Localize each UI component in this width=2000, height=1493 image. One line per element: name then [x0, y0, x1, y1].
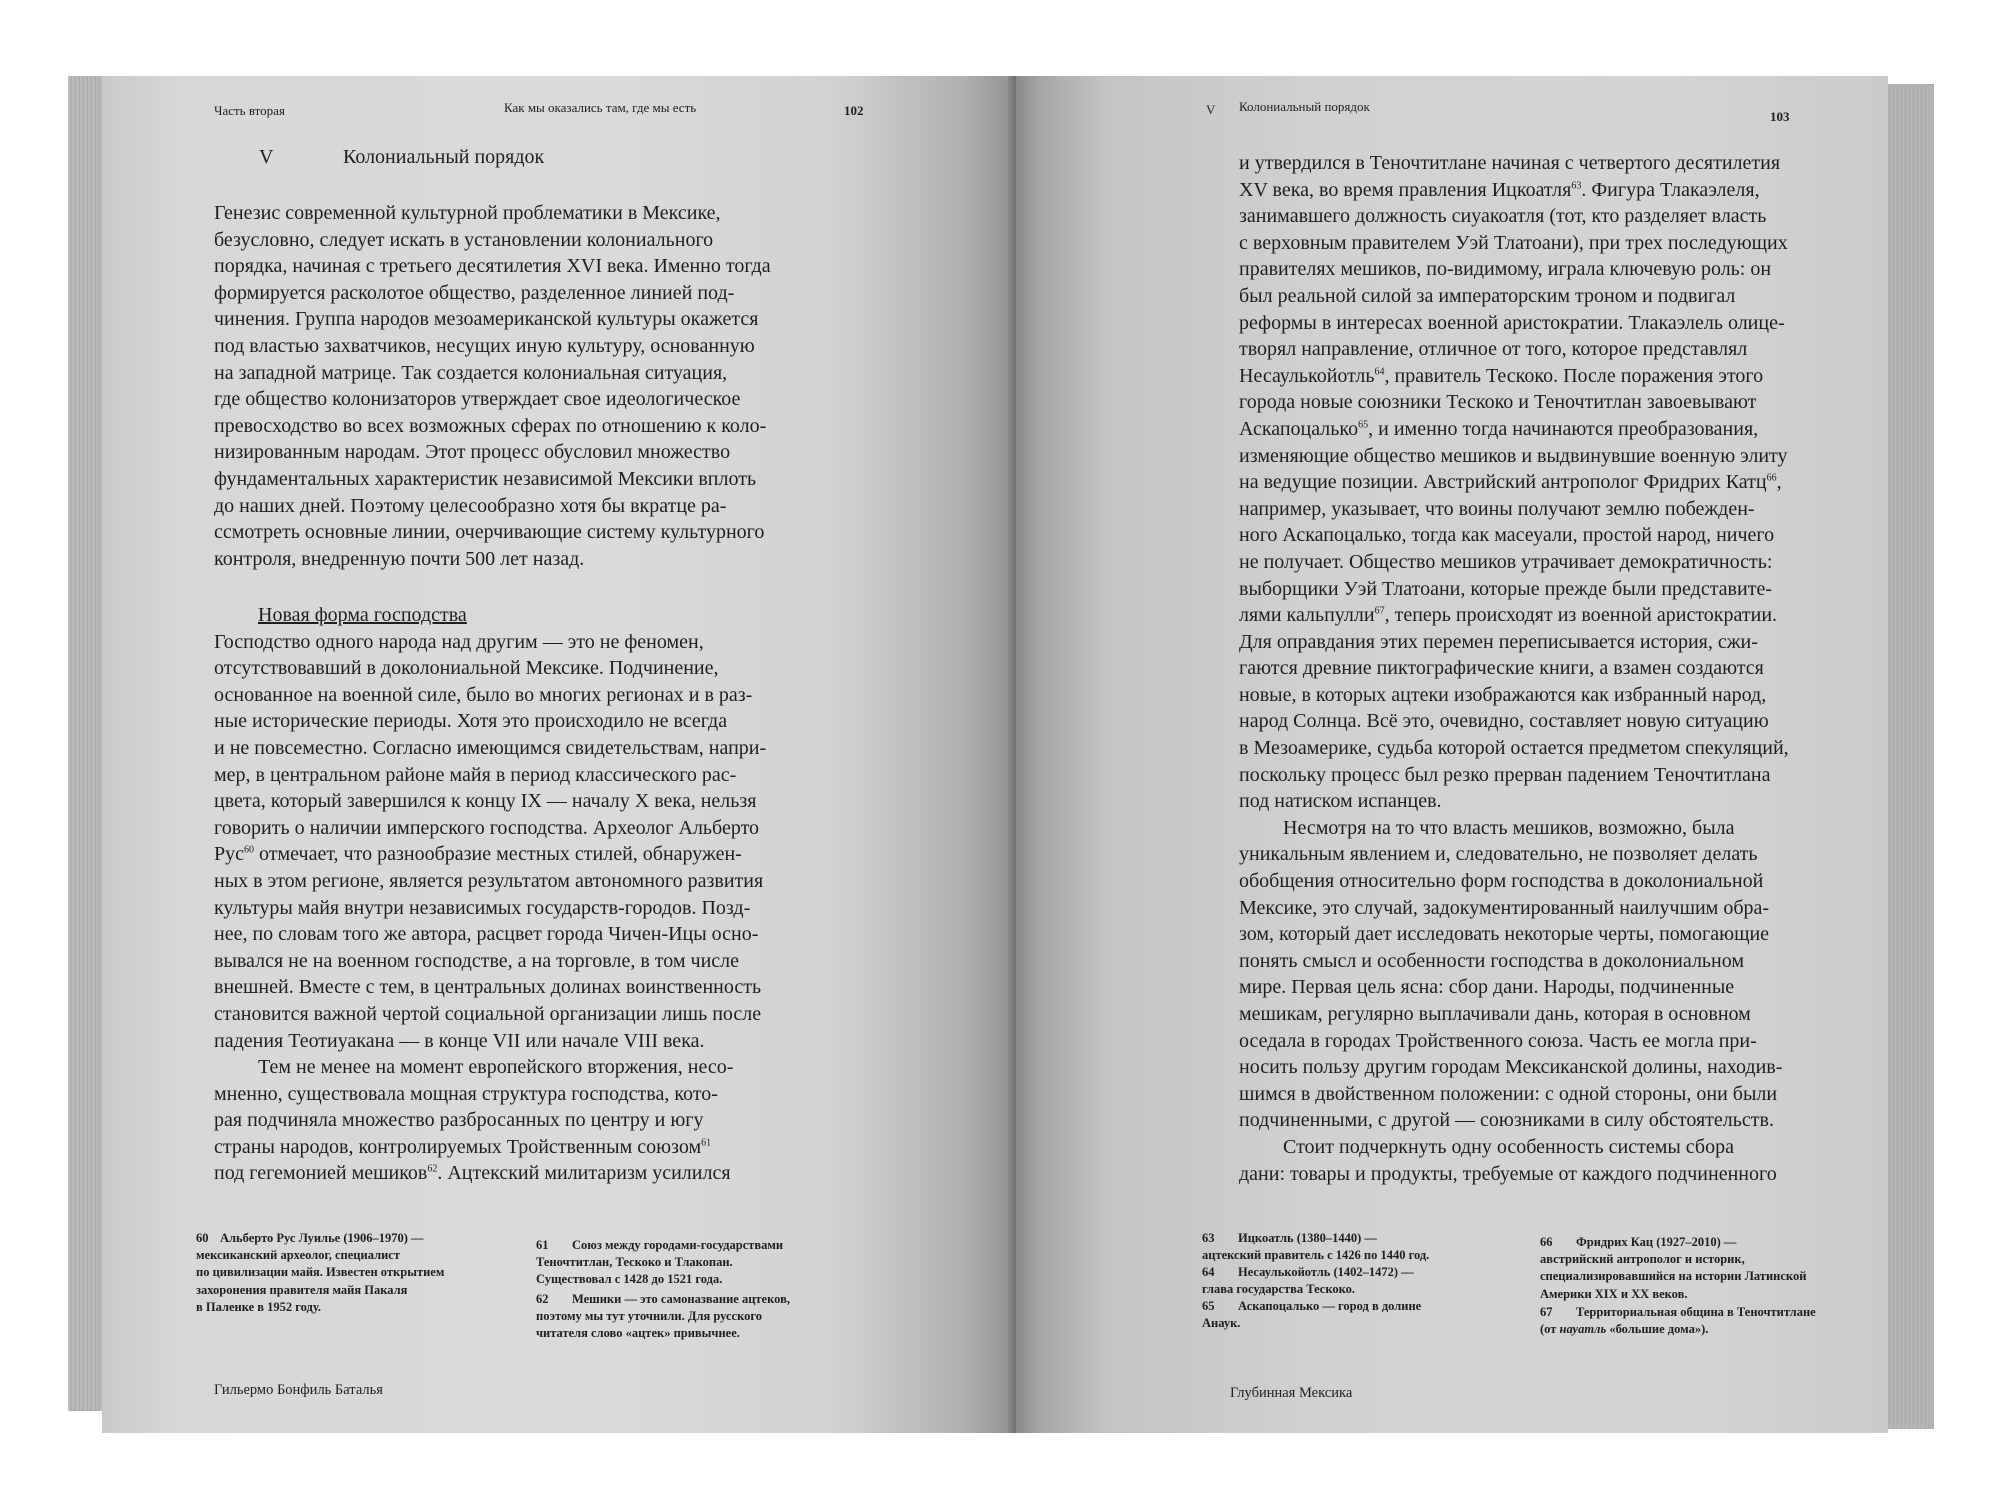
text-line: превосходство во всех возможных сферах по отношению к коло- [214, 414, 767, 437]
text-line: с верховным правителем Уэй Тлатоани), при трех последующих [1239, 231, 1788, 254]
text-line: под гегемонией мешиков$^{62}$. Ацтекский милитаризм усилился [214, 1162, 731, 1185]
footnote-ref: 63 [1571, 179, 1582, 191]
text-line: творял направление, отличное от того, которое представлял [1239, 338, 1748, 361]
text-line: внешней. Вместе с тем, в центральных долинах воинственность [214, 976, 762, 999]
text-line: говорить о наличии имперского господства. Археолог Альберто [214, 816, 760, 839]
footnote-ref: 65 [1358, 419, 1369, 431]
text-line: в Мезоамерике, судьба которой остается предметом спекуляций, [1239, 737, 1789, 760]
text-line: чинения. Группа народов мезоамериканской культуры окажется [214, 308, 759, 331]
page-number: 102 [844, 103, 864, 118]
text-line: мер, в центральном районе майя в период классического рас- [214, 763, 737, 786]
text-line: под властью захватчиков, несущих иную культуру, основанную [214, 334, 755, 357]
text-line: уникальным явлением и, следовательно, не позволяет делать [1239, 843, 1758, 866]
footer-book-title: Глубинная Мексика [1230, 1385, 1353, 1401]
text-line: цвета, который завершился к концу IX — началу X века, нельзя [214, 790, 757, 813]
text-line: гаются древние пиктографические книги, а взамен создаются [1239, 657, 1764, 680]
text-line: культуры майя внутри независимых государств-городов. Позд- [214, 896, 751, 919]
text-line: фундаментальных характеристик независимой Мексики вплоть [214, 467, 757, 490]
text-line: реформы в интересах военной аристократии. Тлакаэлель олице- [1239, 311, 1785, 334]
text-line: Тем не менее на момент европейского вторжения, несо- [258, 1056, 734, 1079]
left-page [102, 76, 1016, 1433]
text-line: вывался не на военном господстве, а на торговле, в том числе [214, 949, 740, 972]
text-line: понять смысл и особенности господства в доколониальном [1239, 949, 1745, 972]
text-line: и не повсеместно. Согласно имеющимся свидетельствам, напри- [214, 736, 767, 759]
text-line: ных в этом регионе, является результатом автономного развития [214, 869, 764, 892]
text-line: мешикам, регулярно выплачивали дань, которая в основном [1239, 1003, 1751, 1025]
text-line: Рус$^{60}$ отмечает, что разнообразие местных стилей, обнаружен- [214, 843, 742, 866]
running-header-chapter: V [1206, 102, 1216, 117]
text-line: зом, который дает исследовать некоторые черты, помогающие [1239, 923, 1770, 946]
footnote-60: 60 Альберто Рус Луилье (1906–1970) — мексиканский археолог, специалист по цивилизации майя. Известен открытием захоронения правителя майя Пакаля в Паленке в 1952 году. [196, 1231, 445, 1314]
footnote-66: 66 Фридрих Кац (1927–2010) — австрийский антрополог и историк, специализировавшийся на истории Латинской Америки XIX и XX веков. [1540, 1235, 1807, 1301]
text-line: подчиненными, с другой — союзниками в силу обстоятельств. [1239, 1109, 1774, 1132]
text-line: шимся в двойственном положении: с одной стороны, они были [1239, 1082, 1778, 1105]
text-line: правителях мешиков, по-видимому, играла ключевую роль: он [1239, 258, 1772, 281]
text-line: мире. Первая цель ясна: сбор дани. Народы, подчиненные [1239, 976, 1735, 999]
text-line: XV века, во время правления Ицкоатля$^{63}$. Фигура Тлакаэлеля, [1239, 178, 1760, 201]
text-line: Мексике, это случай, задокументированный наилучшим обра- [1239, 896, 1770, 919]
footnote-62: 62 Мешики — это самоназвание ацтеков, поэтому мы тут уточнили. Для русского читателя слово «ацтек» привычнее. [536, 1292, 790, 1341]
section-heading: Новая форма господства [258, 604, 467, 626]
text-line: поскольку процесс был резко прерван падением Теночтитлана [1239, 763, 1771, 786]
text-line: выборщики Уэй Тлатоани, которые прежде были представите- [1239, 577, 1772, 600]
page-number: 103 [1770, 109, 1790, 124]
footnote-61: 61 Союз между городами-государствами Теночтитлан, Тескоко и Тлакопан. Существовал с 1428 до 1521 года. [536, 1238, 784, 1287]
text-line: контроля, внедренную почти 500 лет назад. [214, 547, 585, 570]
text-line: занимавшего должность сиуакоатля (тот, кто разделяет власть [1239, 205, 1767, 228]
text-line: Несаулькойотль$^{64}$, правитель Тескоко. После поражения этого [1239, 364, 1764, 387]
footnote-ref: 61 [701, 1137, 712, 1149]
right-page [1016, 76, 1888, 1433]
text-line: города новые союзники Тескоко и Теночтитлан завоевывают [1239, 391, 1757, 414]
text-line: например, указывает, что воины получают землю побежден- [1239, 497, 1755, 520]
text-line: Аскапоцалько$^{65}$, и именно тогда начинаются преобразования, [1239, 417, 1759, 440]
text-line: оседала в городах Тройственного союза. Часть ее могла при- [1239, 1029, 1757, 1052]
text-line: лями кальпулли$^{67}$, теперь происходят из военной аристократии. [1239, 604, 1778, 627]
text-line: и утвердился в Теночтитлане начиная с четвертого десятилетия [1239, 152, 1781, 174]
footnote-ref: 64 [1374, 366, 1385, 378]
text-line: нее, по словам того же автора, расцвет города Чичен-Ицы осно- [214, 923, 759, 946]
footnote-ref: 62 [427, 1163, 438, 1175]
text-line: был реальной силой за императорским троном и подвигал [1239, 284, 1736, 307]
footnote-ref: 67 [1374, 605, 1385, 617]
open-book [68, 76, 1934, 1433]
left-paragraph-1 [214, 200, 771, 572]
chapter-title: Колониальный порядок [343, 146, 545, 168]
text-line: Господство одного народа над другим — это не феномен, [214, 630, 704, 653]
text-line: дани: товары и продукты, требуемые от каждого подчиненного [1239, 1162, 1777, 1185]
text-line: становится важной чертой социальной организации лишь после [214, 1002, 762, 1025]
left-section [214, 602, 766, 1187]
text-line: безусловно, следует искать в установлении колониального [214, 228, 714, 251]
text-line: формируется расколотое общество, разделенное линией под- [214, 281, 735, 304]
text-line: Несмотря на то что власть мешиков, возможно, была [1283, 816, 1735, 839]
text-line: Для оправдания этих перемен переписывается история, сжи- [1239, 630, 1758, 653]
text-line: ссмотреть основные линии, очерчивающие систему культурного [214, 521, 765, 544]
page-edges-right [1886, 84, 1934, 1429]
text-line: народ Солнца. Всё это, очевидно, составляет новую ситуацию [1239, 710, 1769, 733]
text-line: под натиском испанцев. [1239, 790, 1442, 813]
footnote-67: 67 Территориальная община в Теночтитлане (от науатль «большие дома»). [1540, 1305, 1816, 1337]
text-line: мненно, существовала мощная структура господства, кото- [214, 1082, 718, 1105]
text-line: носить пользу другим городам Мексиканской долины, находив- [1239, 1056, 1783, 1079]
text-line: до наших дней. Поэтому целесообразно хотя бы вкратце ра- [214, 494, 727, 517]
text-line: Генезис современной культурной проблематики в Мексике, [214, 202, 721, 224]
footnote-ref: 60 [244, 844, 254, 856]
text-line: ного Аскапоцалько, тогда как масеуали, простой народ, ничего [1239, 524, 1775, 547]
text-line: не получает. Общество мешиков утрачивает демократичность: [1239, 550, 1773, 573]
footnote-63: 63 Ицкоатль (1380–1440) — ацтекский правитель с 1426 по 1440 год. [1202, 1231, 1430, 1263]
text-line: падения Теотиуакана — в конце VII или начале VIII века. [214, 1029, 705, 1052]
text-line: отсутствовавший в доколониальной Мексике. Подчинение, [214, 657, 719, 680]
footnote-ref: 66 [1766, 472, 1777, 484]
footnote-65: 65 Аскапоцалько — город в долине Анаук. [1202, 1299, 1422, 1331]
text-line: ные исторические периоды. Хотя это происходило не всегда [214, 710, 728, 733]
text-line: низированным народам. Этот процесс обусловил множество [214, 441, 731, 464]
text-line: где общество колонизаторов утверждает свое идеологическое [214, 388, 741, 411]
text-line: на ведущие позиции. Австрийский антрополог Фридрих Катц$^{66}$, [1239, 471, 1782, 494]
text-line: порядка, начиная с третьего десятилетия XVI века. Именно тогда [214, 255, 771, 278]
footnote-64: 64 Несаулькойотль (1402–1472) — глава государства Тескоко. [1202, 1265, 1414, 1297]
running-header-part: Часть вторая [214, 103, 285, 118]
text-line: обобщения относительно форм господства в доколониальной [1239, 870, 1764, 893]
text-line: основанное на военной силе, было во многих регионах и в раз- [214, 683, 753, 706]
right-text-block [1239, 150, 1789, 1187]
page-edges-left [68, 76, 104, 1411]
chapter-number: V [259, 146, 274, 168]
running-header-title: Колониальный порядок [1239, 99, 1370, 114]
text-line: новые, в которых ацтеки изображаются как избранный народ, [1239, 683, 1767, 706]
text-line: рая подчиняла множество разбросанных по центру и югу [214, 1109, 704, 1132]
running-header-title: Как мы оказались там, где мы есть [504, 100, 697, 115]
text-line: на западной матрице. Так создается колониальная ситуация, [214, 361, 728, 384]
text-line: Стоит подчеркнуть одну особенность системы сбора [1283, 1135, 1734, 1158]
text-line: страны народов, контролируемых Тройственным союзом$^{61}$ [214, 1135, 712, 1158]
footer-author: Гильермо Бонфиль Баталья [214, 1382, 383, 1398]
text-line: изменяющие общество мешиков и выдвинувшие военную элиту [1239, 444, 1788, 467]
